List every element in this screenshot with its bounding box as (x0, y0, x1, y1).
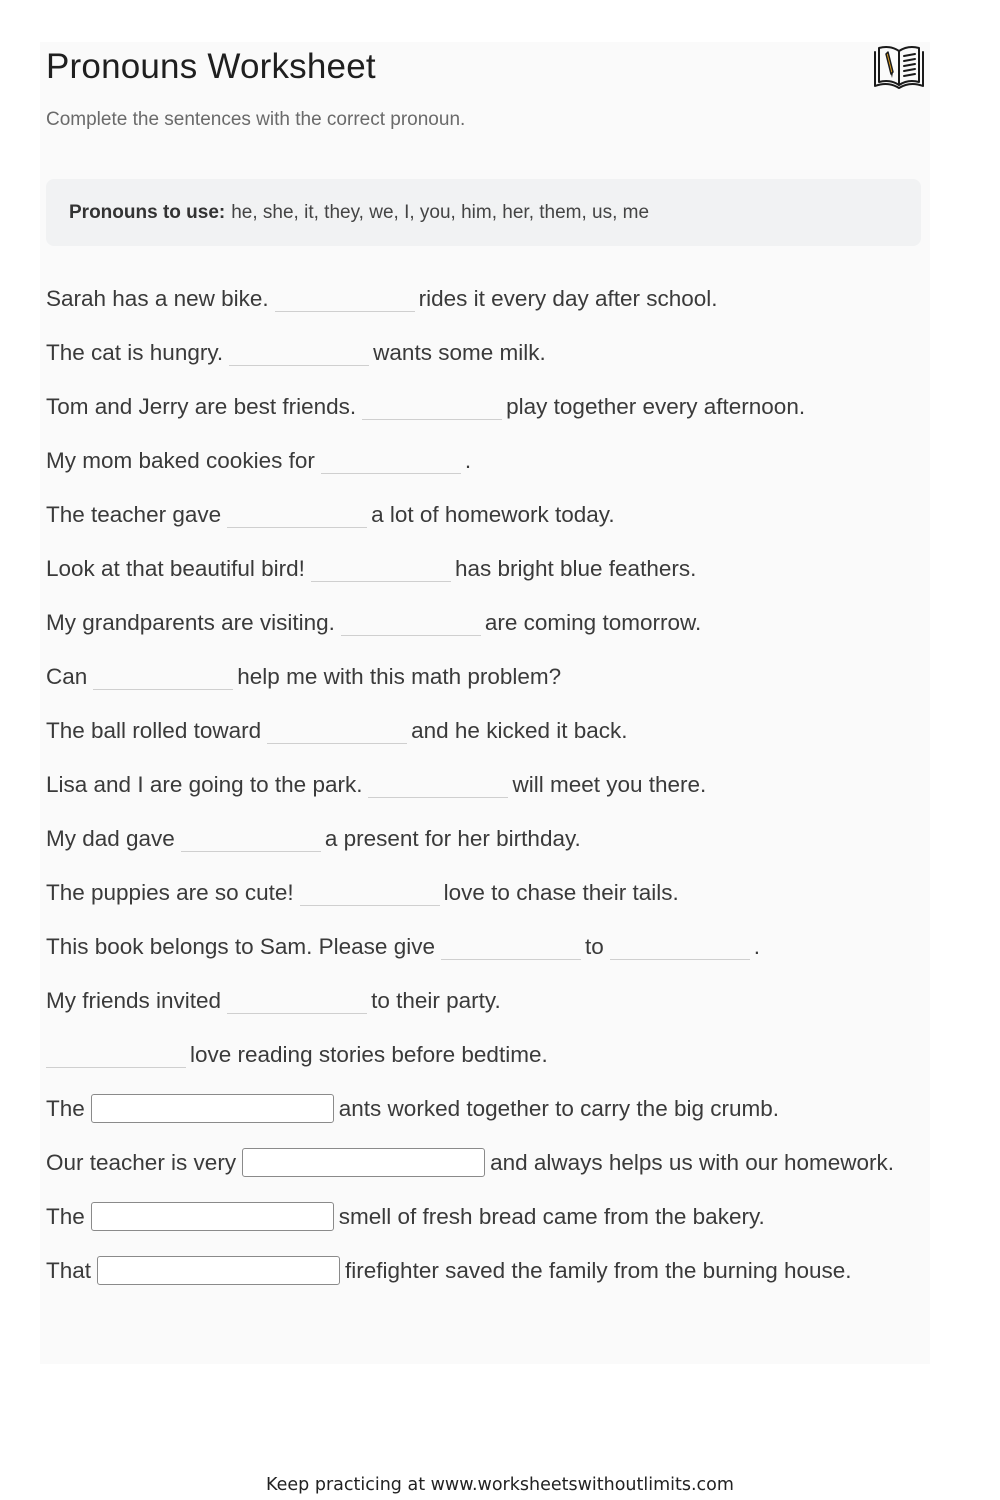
answer-blank[interactable] (441, 937, 581, 960)
answer-blank[interactable] (227, 991, 367, 1014)
question-text: The teacher gave (46, 502, 222, 527)
word-bank (46, 179, 921, 246)
question-text: Tom and Jerry are best friends. (46, 394, 357, 419)
question-text: . (464, 448, 472, 473)
answer-blank[interactable] (362, 397, 502, 420)
question-text: and he kicked it back. (411, 718, 628, 743)
word-bank-label: Pronouns to use: (69, 201, 226, 223)
question-text: will meet you there. (512, 772, 707, 797)
question-2 (46, 334, 921, 371)
question-text: The ball rolled toward (46, 718, 262, 743)
question-text: The (46, 1204, 85, 1229)
question-text: a lot of homework today. (371, 502, 615, 527)
question-text: Look at that beautiful bird! (46, 556, 305, 581)
answer-blank[interactable] (368, 775, 508, 798)
answer-blank[interactable] (275, 289, 415, 312)
answer-blank[interactable] (227, 505, 367, 528)
question-7 (46, 604, 921, 641)
question-3 (46, 388, 921, 425)
question-17 (46, 1144, 921, 1181)
question-14 (46, 982, 921, 1019)
answer-blank[interactable] (229, 343, 369, 366)
question-text: My dad gave (46, 826, 175, 851)
question-5 (46, 496, 921, 533)
question-18 (46, 1198, 921, 1235)
question-text: That (46, 1258, 92, 1283)
answer-input-box[interactable] (91, 1094, 334, 1123)
footer-link-text: Keep practicing at www.worksheetswithoutlimits.com (266, 1475, 734, 1495)
question-text: love to chase their tails. (443, 880, 679, 905)
page-title: Pronouns Worksheet (46, 47, 376, 86)
question-text: ants worked together to carry the big crumb. (338, 1096, 779, 1121)
question-text: . (753, 934, 761, 959)
question-text: Sarah has a new bike. (46, 286, 269, 311)
question-text: Can (46, 664, 88, 689)
question-4 (46, 442, 921, 479)
answer-input-box[interactable] (91, 1202, 334, 1231)
question-text: smell of fresh bread came from the bakery. (338, 1204, 765, 1229)
question-text: help me with this math problem? (237, 664, 562, 689)
answer-blank[interactable] (610, 937, 750, 960)
question-text: are coming tomorrow. (484, 610, 702, 635)
question-10 (46, 766, 921, 803)
question-text: and always helps us with our homework. (490, 1150, 895, 1175)
question-6 (46, 550, 921, 587)
question-text: a present for her birthday. (324, 826, 581, 851)
question-1 (46, 280, 921, 317)
question-text: firefighter saved the family from the burning house. (345, 1258, 852, 1283)
question-text: Lisa and I are going to the park. (46, 772, 363, 797)
answer-input-box[interactable] (97, 1256, 340, 1285)
question-text: My grandparents are visiting. (46, 610, 335, 635)
answer-blank[interactable] (311, 559, 451, 582)
question-text: love reading stories before bedtime. (190, 1042, 548, 1067)
answer-blank[interactable] (300, 883, 440, 906)
answer-blank[interactable] (46, 1045, 186, 1068)
answer-input-box[interactable] (242, 1148, 485, 1177)
question-text: play together every afternoon. (506, 394, 806, 419)
answer-blank[interactable] (267, 721, 407, 744)
question-16 (46, 1090, 921, 1127)
question-11 (46, 820, 921, 857)
question-15 (46, 1036, 921, 1073)
instructions: Complete the sentences with the correct pronoun. (46, 109, 466, 130)
answer-blank[interactable] (321, 451, 461, 474)
question-text: The (46, 1096, 85, 1121)
answer-blank[interactable] (181, 829, 321, 852)
book-icon (871, 42, 927, 94)
word-bank-words: he, she, it, they, we, I, you, him, her, them, us, me (231, 201, 650, 223)
question-text: Our teacher is very (46, 1150, 237, 1175)
answer-blank[interactable] (341, 613, 481, 636)
question-19 (46, 1252, 921, 1289)
question-list (46, 280, 921, 1306)
question-9 (46, 712, 921, 749)
question-text: The puppies are so cute! (46, 880, 294, 905)
question-text: This book belongs to Sam. Please give (46, 934, 435, 959)
question-8 (46, 658, 921, 695)
question-text: My friends invited (46, 988, 222, 1013)
question-13 (46, 928, 921, 965)
question-12 (46, 874, 921, 911)
question-text: to their party. (371, 988, 501, 1013)
question-text: The cat is hungry. (46, 340, 224, 365)
question-text: to (584, 934, 604, 959)
question-text: My mom baked cookies for (46, 448, 315, 473)
answer-blank[interactable] (93, 667, 233, 690)
question-text: has bright blue feathers. (454, 556, 697, 581)
question-text: wants some milk. (373, 340, 546, 365)
question-text: rides it every day after school. (418, 286, 718, 311)
